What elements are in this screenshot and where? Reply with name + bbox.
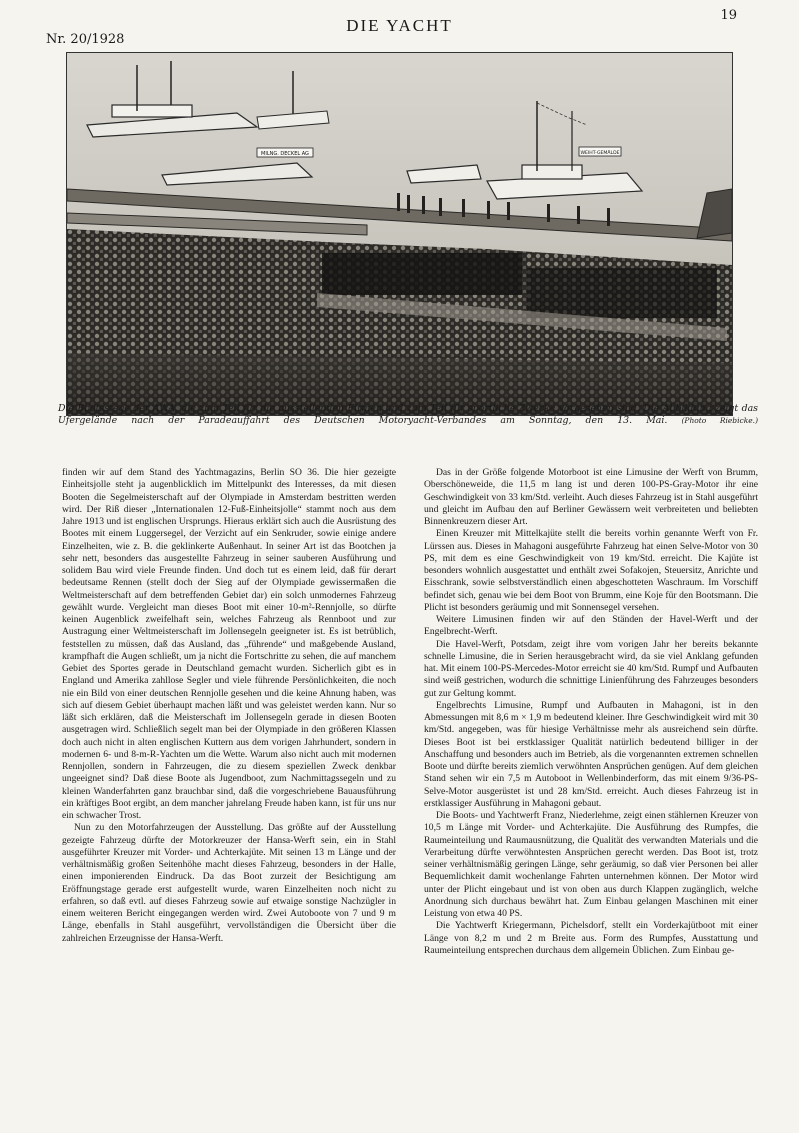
- left-column: [62, 467, 396, 945]
- paragraph: Engelbrechts Limusine, Rumpf und Aufbauten in Mahagoni, ist in den Abmessungen mit 8,6 m × 1,9 m bedeutend kleiner. Ihre Geschwindigkeit wird mit 30 km/Std. angegeben, was für hiesige Verhältnisse mehr als ausreichend sein dürfte. Dieses Boot ist bei erstklassiger Qualität natürlich bedeutend billiger in der Anschaffung und besonders auch im Betrieb, als die vorgenannten extremen schnellen Boote und dürfte bereits ziemlich verwöhnten Ansprüchen genügen. Auf dem gleichen Stand sehen wir ein 7,5 m Autoboot in Wellenbinderform, das mit einem 9/36-PS-Selve-Motor ausgerüstet ist und 28 km/Std. erreicht. Auch dieses Fahrzeug ist in erstklassiger Ausführung in Mahagoni gebaut.: [424, 699, 758, 809]
- halftone-photo: [66, 52, 733, 416]
- paragraph: Die Yachtwerft Kriegermann, Pichelsdorf, stellt ein Vorderkajütboot mit einer Länge von 8,2 m und 2 m Breite aus. Form des Rumpfes, Ausstattung und Raumeinteilung entsprechen durchaus dem allgemein Üblichen. Zum Einbau ge-: [424, 920, 758, 956]
- masthead: DIE YACHT: [346, 16, 453, 35]
- paragraph: finden wir auf dem Stand des Yachtmagazins, Berlin SO 36. Die hier gezeigte Einheitsjolle steht ja augenblicklich im Mittelpunkt des Interesses, da mit diesen Booten die Segelmeisterschaft auf der Olympiade in Amsterdam bestritten werden wird. Der Riß dieser „Internationalen 12-Fuß-Einheitsjolle“ stammt noch aus dem Jahre 1913 und ist englischen Ursprungs. Hieraus erklärt sich auch die Ausrüstung des Bootes mit einem Luggersegel, der Verzicht auf ein Senkruder, sowie einige andere Einzelheiten, wie z. B. die geklinkerte Außenhaut. In seiner Art ist das Bootchen ja sehr nett, besonders das ausgestellte Fahrzeug in seiner sauberen Ausführung und solidem Bau wird viele Freunde finden. Und doch tut es einem leid, daß für derart bedeutsame Rennen (stellt doch der Sieg auf der Olympiade gewissermaßen die Weltmeisterschaft auf dem betreffenden Gebiet dar) ein solch unmodernes Fahrzeug gewählt wurde. Vergleicht man dieses Boot mit einer 10-m²-Rennjolle, so dürfte keinen Augenblick zweifelhaft sein, welches Fahrzeug als Rennboot und zur Austragung einer Weltmeisterschaft im Jollensegeln geeigneter ist. Es ist betrüblich, feststellen zu müssen, daß das Ausland, das „führende“ und maßgebende Ausland, krampfhaft die Augen schließt, um ja nicht die Fortschritte zu sehen, die auf manchem Gebiet des Sportes gerade in Deutschland gemacht wurden. Sicherlich gibt es in England und Amerika zahllose Segler und viele führende Persönlichkeiten, die noch nie ein Bild von einer deutschen Rennjolle gesehen und die keine Ahnung haben, was sich auf diesem Gebiet überhaupt machen läßt und was geleistet werden kann. Nur so läßt sich erklären, daß die Meisterschaft im Jollensegeln gerade in diesen Booten ausgetragen wird. Schließlich segelt man bei der Olympiade in den größeren Klassen doch auch nicht in alten englischen Kuttern aus dem vorigen Jahrhundert, sondern in modernen 6- und 8-m-R-Yachten um die Wette. Warum also nicht auch mit modernen Rennjollen, sondern in Fahrzeugen, die zu diesem speziellen Zweck denkbar ungeeignet sind? Daß diese Boote als Jugendboot, zum Nachmittagssegeln und zu kleinen Wanderfahrten ganz brauchbar sind, daß die vorgeschriebene Bauausführung ein kräftiges Boot ergibt, an dem mancher jahrelang Freude haben kann, ist für uns nur ein schwacher Trost.: [62, 467, 396, 821]
- issue-number: Nr. 20/1928: [46, 32, 125, 47]
- photo-credit: (Photo Riebicke.): [681, 415, 758, 425]
- paragraph: Die Boots- und Yachtwerft Franz, Niederlehme, zeigt einen stählernen Kreuzer von 10,5 m Länge mit Vorder- und Achterkajüte. Die Ausführung des Rumpfes, die Raumeinteilung und Raumausnützung, die Qualität des verwandten Materials und die Verarbeitung dürfte verwöhntesten Ansprüchen gerecht werden. Das Boot ist, trotz seiner verhältnismäßig geringen Länge, sehr geräumig, so daß vier Personen bei aller Bequemlichkeit damit wochenlange Fahrten unternehmen können. Der Motor wird unter der Plicht eingebaut und ist von oben aus durch Klappen zugänglich, welche Anordnung sich durchaus bewährt hat. Zum Einbau gelangen Maschinen mit einer Leistung von etwa 40 PS.: [424, 810, 758, 919]
- paragraph: Einen Kreuzer mit Mittelkajüte stellt die bereits vorhin genannte Werft von Fr. Lürssen aus. Dieses in Mahagoni ausgeführte Fahrzeug hat einen Selve-Motor von 30 PS, mit dem es eine Geschwindigkeit von 19 km/Std. erreicht. Die Kajüte ist besonders wohnlich ausgestattet und enthält zwei Sofakojen, Steuersitz, Anrichte und Eisschrank, sowie selbstverständlich einen abgeschotteten Waschraum. Im Vorschiff befindet sich, genau wie bei dem Boot von Brumm, eine Koje für den Bootsmann. Die Plicht ist besonders geräumig und mit Sonnensegel versehen.: [424, 528, 758, 613]
- paragraph: Nun zu den Motorfahrzeugen der Ausstellung. Das größte auf der Ausstellung gezeigte Fahrzeug dürfte der Motorkreuzer der Hansa-Werft sein, ein in Stahl ausgeführter Kreuzer mit Vorder- und Achterkajüte. Mit seinen 13 m Länge und der verhältnismäßig großen Seitenhöhe macht dieses Fahrzeug, besonders in der Halle, einen imponierenden Eindruck. Da das Boot zurzeit der Besichtigung am Eröffnungstage gerade erst aufgestellt wurde, waren Einzelheiten noch nicht zu erfahren, so daß evtl. auf dieses Fahrzeug sowie auf etwaige sonstige Nachzügler in einem weiteren Bericht eingegangen werden wird. Zwei Autoboote von 7 und 9 m Länge, ebenfalls in Stahl ausgeführt, vervollständigen die Übersicht über die zahlreichen Erzeugnisse der Hansa-Werft.: [62, 822, 396, 944]
- paragraph: Weitere Limusinen finden wir auf den Ständen der Havel-Werft und der Engelbrecht-Werft.: [424, 614, 758, 638]
- paragraph: Das in der Größe folgende Motorboot ist eine Limusine der Werft von Brumm, Oberschöneweide, die 11,5 m lang ist und deren 100-PS-Gray-Motor ihr eine Geschwindigkeit von 33 km/Std. verleiht. Auch dieses Fahrzeug ist in Stahl ausgeführt und gleicht im Aufbau den auf Berliner Gewässern weit verbreiteten und beliebten Binnenkreuzern dieser Art.: [424, 467, 758, 527]
- paragraph: Die Havel-Werft, Potsdam, zeigt ihre vom vorigen Jahr her bereits bekannte schnelle Limusine, die in Serien herausgebracht wird, da sie viel Anklang gefunden hat. Mit einem 100-PS-Mercedes-Motor erreicht sie 40 km/Std. Rumpf und Aufbauten sind weiß gestrichen, wodurch die schnittige Linienführung des Fahrzeuges besonders gut zur Geltung kommt.: [424, 638, 758, 699]
- caption-text: Die Bootsstege der AWA, die zum Teil für die ausstellenden Firmen und zum Teil für sportliche Zwecke vorgesehen sind. Die Abbildung zeigt das Ufergelände nach der Paradeauffahrt des Deutschen Motoryacht-Verbandes am Sonntag, den 13. Mai.: [58, 403, 758, 426]
- right-column: [424, 467, 758, 957]
- photo-caption: [58, 403, 758, 426]
- sign-right-text: WEIHT-GEMÄLDE: [580, 151, 620, 156]
- sign-left-text: MILNG. DECKEL AG: [261, 151, 309, 157]
- page-number: 19: [720, 8, 737, 23]
